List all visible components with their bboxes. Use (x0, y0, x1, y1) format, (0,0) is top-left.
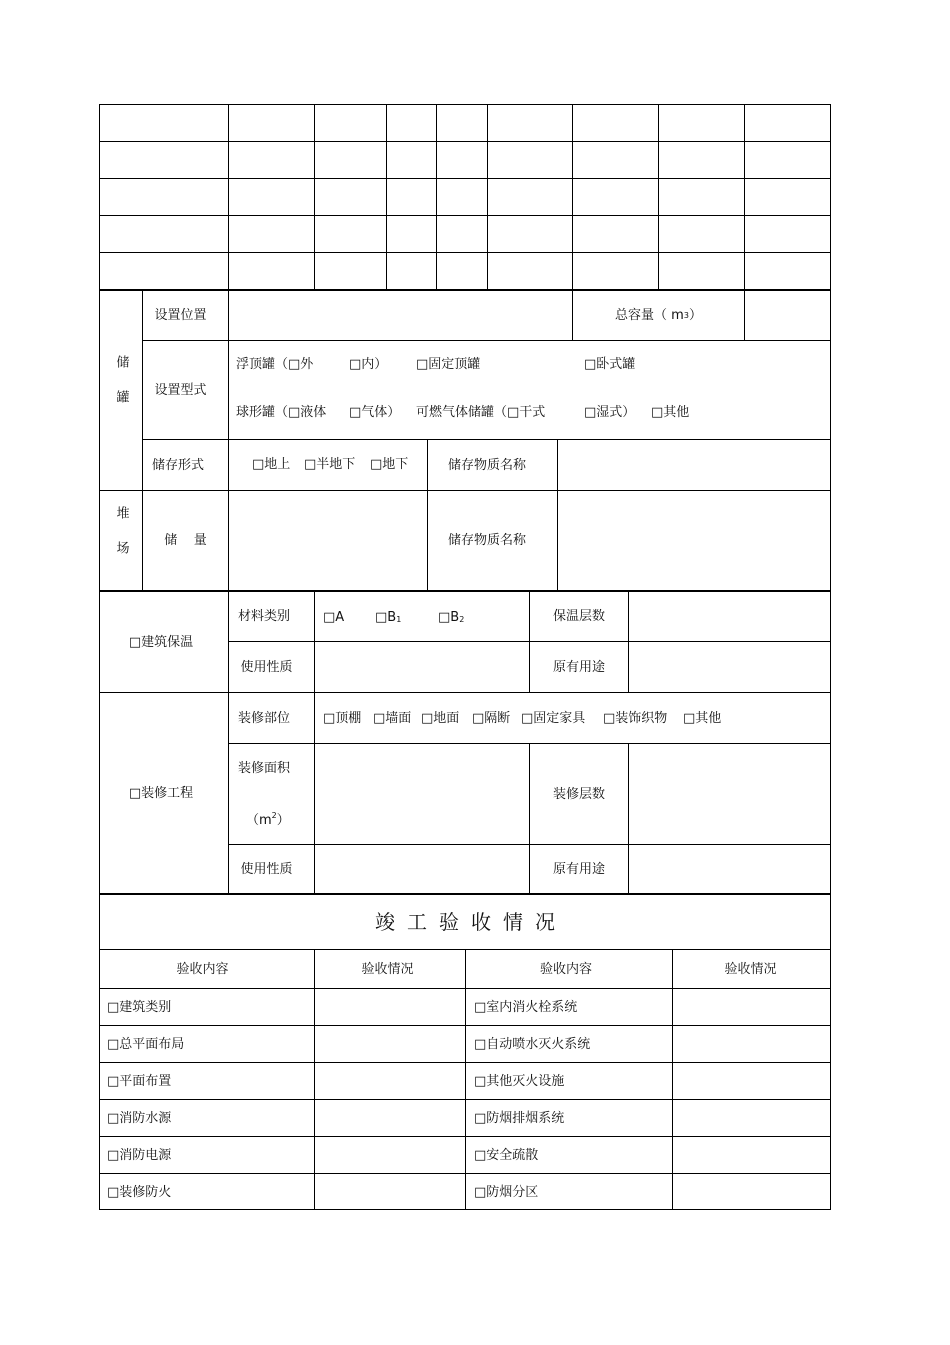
area-unit-post: ） (276, 813, 290, 828)
insulation-title[interactable]: □建筑保温 (128, 634, 194, 650)
insulation-usage-label: 使用性质 (240, 659, 293, 675)
type-option-gas-holder-wet[interactable]: □湿式） (584, 405, 636, 420)
decoration-title[interactable]: □装修工程 (128, 785, 194, 801)
acceptance-item-right[interactable]: □防烟分区 (474, 1185, 539, 1200)
row-line (99, 1099, 831, 1100)
storage-form-label: 储存形式 (151, 457, 204, 473)
tank-capacity-label (573, 291, 744, 340)
material-option-a-text: □A (323, 610, 345, 625)
part-option-partition[interactable]: □隔断 (472, 711, 511, 726)
decoration-original-use-value[interactable] (629, 845, 830, 893)
material-option-a[interactable] (323, 611, 344, 624)
tank-type-label: 设置型式 (154, 382, 207, 398)
tank-header-text: 储罐 (113, 355, 129, 425)
decoration-usage-value[interactable] (315, 845, 529, 893)
decoration-area-label: 装修面积 (238, 761, 291, 776)
storage-form-above[interactable]: □地上 (252, 457, 291, 472)
storage-form-under[interactable]: □地下 (370, 457, 409, 472)
col-line (314, 950, 315, 1210)
yard-header (100, 491, 142, 590)
col-header-content-left: 验收内容 (176, 961, 229, 977)
capacity-unit-sup: 3 (683, 310, 689, 320)
part-option-fabric[interactable]: □装饰织物 (603, 711, 668, 726)
material-option-b1[interactable] (375, 611, 401, 624)
yard-material-name-value[interactable] (558, 491, 830, 590)
border-right (830, 104, 831, 1210)
acceptance-item-left[interactable]: □平面布置 (107, 1074, 172, 1089)
col-header-status-left: 验收情况 (361, 961, 414, 977)
col-line (658, 104, 659, 290)
tank-capacity-value[interactable] (745, 291, 830, 340)
acceptance-item-right[interactable]: □自动喷水灭火系统 (474, 1037, 591, 1052)
yard-material-name-label: 储存物质名称 (447, 533, 526, 548)
decoration-area-value[interactable] (315, 744, 529, 844)
acceptance-item-left[interactable]: □总平面布局 (107, 1037, 185, 1052)
row-line (99, 141, 831, 142)
decoration-layers-value[interactable] (629, 744, 830, 844)
acceptance-item-left[interactable]: □消防电源 (107, 1148, 172, 1163)
row-line (99, 1136, 831, 1137)
insulation-original-use-label: 原有用途 (552, 659, 605, 675)
capacity-label-post: ） (688, 308, 702, 323)
tank-material-name-label: 储存物质名称 (447, 457, 526, 473)
tank-material-name-value[interactable] (558, 440, 830, 490)
insulation-usage-value[interactable] (315, 642, 529, 692)
acceptance-item-left[interactable]: □建筑类别 (107, 1000, 172, 1015)
acceptance-item-right[interactable]: □室内消火栓系统 (474, 1000, 578, 1015)
tank-location-value[interactable] (229, 291, 572, 340)
col-line (228, 104, 229, 290)
col-header-content-right: 验收内容 (539, 961, 592, 977)
acceptance-item-right[interactable]: □安全疏散 (474, 1148, 539, 1163)
yard-header-text: 堆场 (113, 505, 129, 576)
acceptance-title: 竣工验收情况 (375, 910, 567, 934)
col-header-status-right: 验收情况 (724, 961, 777, 977)
material-option-b1-text: □B (375, 610, 397, 625)
col-line (436, 104, 437, 290)
row-line (142, 340, 831, 341)
yard-amount-label: 储 量 (164, 533, 207, 548)
part-option-wall[interactable]: □墙面 (373, 711, 412, 726)
part-option-fixed-furniture[interactable]: □固定家具 (521, 711, 586, 726)
acceptance-item-right[interactable]: □其他灭火设施 (474, 1074, 565, 1089)
insulation-material-class-label: 材料类别 (237, 609, 290, 624)
part-option-floor[interactable]: □地面 (421, 711, 460, 726)
type-option-horizontal[interactable]: □卧式罐 (584, 357, 636, 372)
material-option-b2-text: □B (438, 610, 460, 625)
material-option-b2-sub: 2 (459, 615, 465, 624)
decoration-part-label: 装修部位 (237, 710, 290, 726)
storage-form-semi[interactable]: □半地下 (304, 457, 356, 472)
tank-location-label: 设置位置 (154, 308, 207, 323)
type-option-gas-holder-dry[interactable]: 可燃气体储罐（□干式 (416, 405, 546, 420)
col-line (314, 104, 315, 290)
row-line (99, 178, 831, 179)
decoration-usage-label: 使用性质 (240, 861, 293, 877)
part-option-other[interactable]: □其他 (683, 711, 722, 726)
type-option-spherical-gas[interactable]: □气体） (349, 405, 401, 420)
insulation-layers-label: 保温层数 (552, 609, 605, 624)
type-option-fixed-roof[interactable]: □固定顶罐 (416, 357, 481, 372)
col-line (572, 104, 573, 290)
acceptance-item-left[interactable]: □装修防火 (107, 1185, 172, 1200)
border-top (99, 104, 831, 105)
row-line (99, 988, 831, 989)
acceptance-item-left[interactable]: □消防水源 (107, 1111, 172, 1126)
col-line (744, 104, 745, 290)
col-line (465, 950, 466, 1210)
row-line (99, 215, 831, 216)
col-line (386, 104, 387, 290)
capacity-label-pre: 总容量（ m (615, 308, 684, 323)
area-unit-sup: 2 (271, 811, 277, 820)
area-unit-pre: （m (246, 813, 272, 828)
decoration-original-use-label: 原有用途 (552, 861, 605, 877)
acceptance-item-right[interactable]: □防烟排烟系统 (474, 1111, 565, 1126)
material-option-b1-sub: 1 (396, 615, 402, 624)
row-line (99, 1173, 831, 1174)
row-line (99, 1062, 831, 1063)
part-option-ceiling[interactable]: □顶棚 (323, 711, 362, 726)
material-option-b2[interactable] (438, 611, 464, 624)
insulation-layers-value[interactable] (629, 592, 830, 641)
col-line (487, 104, 488, 290)
type-option-floating-inner[interactable]: □内） (349, 357, 388, 372)
row-line (99, 252, 831, 253)
insulation-original-use-value[interactable] (629, 642, 830, 692)
tank-header (100, 340, 142, 440)
type-option-spherical-liquid[interactable]: 球形罐（□液体 (236, 405, 327, 420)
yard-amount-value[interactable] (229, 491, 427, 590)
col-line (672, 950, 673, 1210)
type-option-other[interactable]: □其他 (651, 405, 690, 420)
decoration-layers-label: 装修层数 (552, 786, 605, 802)
row-line (99, 1025, 831, 1026)
type-option-floating-outer[interactable]: 浮顶罐（□外 (236, 357, 314, 372)
decoration-area-unit (246, 812, 290, 827)
